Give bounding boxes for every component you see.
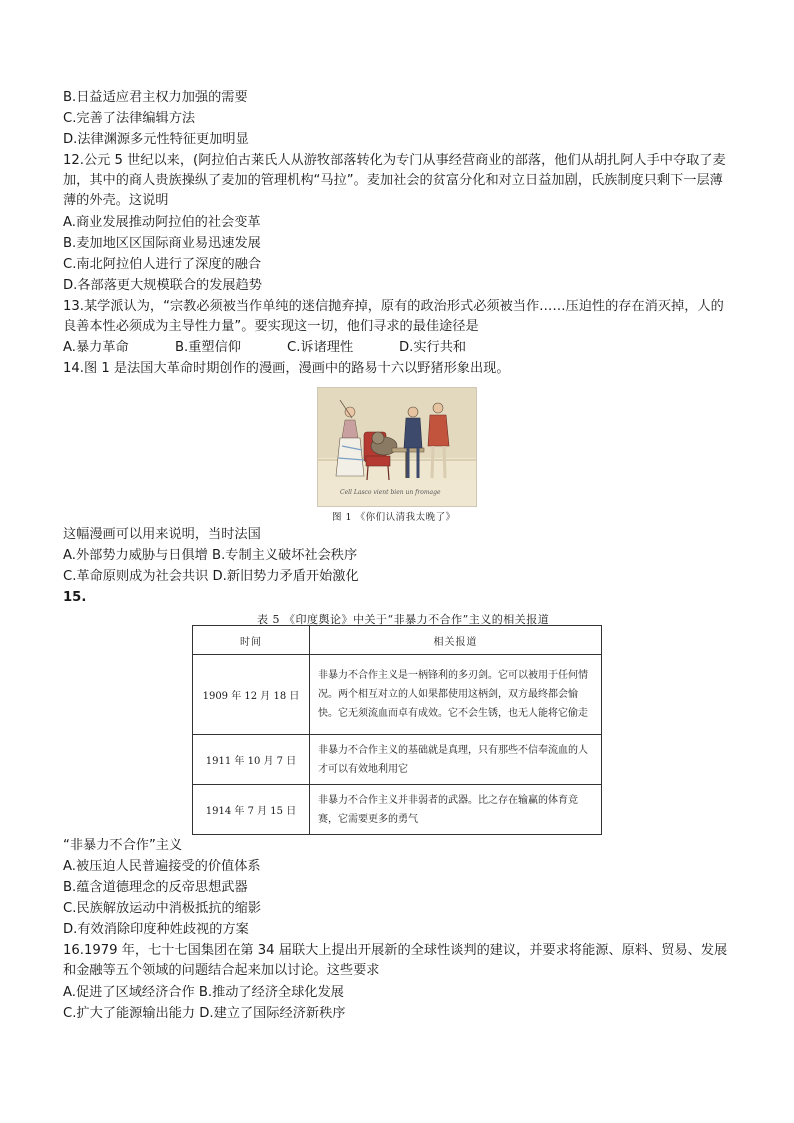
q15-question: “非暴力不合作”主义	[63, 838, 183, 853]
q12-option-b: B.麦加地区区国际商业易迅速发展	[63, 236, 261, 251]
header-date: 时间	[193, 626, 310, 655]
q16-stem: 16.1979 年，七十七国集团在第 34 届联大上提出开展新的全球性谈判的建议，并要求将能源、原料、贸易、发展和金融等五个领域的问题结合起来加以讨论。这些要求	[63, 943, 728, 978]
q14-options-cd: C.革命原则成为社会共识 D.新旧势力矛盾开始激化	[63, 569, 359, 584]
q13-option-d: D.实行共和	[399, 340, 467, 355]
q13-option-c: C.诉诸理性	[287, 340, 354, 355]
q14-options-ab: A.外部势力威胁与日俱增 B.专制主义破坏社会秩序	[63, 548, 358, 563]
row-date: 1911 年 10 月 7 日	[193, 735, 310, 785]
q12-option-d: D.各部落更大规模联合的发展趋势	[63, 278, 262, 293]
table-header-row	[193, 626, 602, 655]
table-row	[193, 735, 602, 785]
q13-option-b: B.重塑信仰	[175, 340, 241, 355]
report-table	[192, 625, 602, 835]
row-report: 非暴力不合作主义的基础就是真理，只有那些不信奉流血的人才可以有效地利用它	[310, 735, 602, 785]
q13-stem: 13.某学派认为，“宗教必须被当作单纯的迷信抛弃掉，原有的政治形式必须被当作……压迫性的存在消灭掉，人的良善本性必须成为主导性力量”。要实现这一切，他们寻求的最佳途径是	[63, 299, 724, 334]
q14-stem: 14.图 1 是法国大革命时期创作的漫画，漫画中的路易十六以野猪形象出现。	[63, 361, 510, 376]
q16-options-ab: A.促进了区域经济合作 B.推动了经济全球化发展	[63, 985, 344, 1000]
q15-option-d: D.有效消除印度种姓歧视的方案	[63, 922, 249, 937]
row-report: 非暴力不合作主义并非弱者的武器。比之存在输赢的体育竞赛，它需要更多的勇气	[310, 785, 602, 835]
q15-option-b: B.蕴含道德理念的反帝思想武器	[63, 880, 248, 895]
q12-stem: 12.公元 5 世纪以来，(阿拉伯古莱氏人从游牧部落转化为专门从事经营商业的部落，他们从胡扎阿人手中夺取了麦加，其中的商人贵族操纵了麦加的管理机构“马拉”。麦加社会的贫富分化和对立日益加剧，氏族制度只剩下一层薄薄的外壳。这说明	[63, 153, 726, 208]
cartoon-figure	[317, 387, 477, 507]
q13-option-a: A.暴力革命	[63, 340, 129, 355]
figure-inscription: Cell Lasco vient bien un fromage	[340, 489, 441, 496]
q16-options-cd: C.扩大了能源输出能力 D.建立了国际经济新秩序	[63, 1006, 346, 1021]
header-report: 相关报道	[310, 626, 602, 655]
q15-number: 15.	[63, 590, 87, 605]
q15-option-c: C.民族解放运动中消极抵抗的缩影	[63, 901, 262, 916]
table-title: 表 5 《印度舆论》中关于“非暴力不合作”主义的相关报道	[257, 613, 550, 626]
q12-option-a: A.商业发展推动阿拉伯的社会变革	[63, 215, 261, 230]
q13-options	[63, 338, 466, 358]
q14-question: 这幅漫画可以用来说明，当时法国	[63, 527, 261, 542]
q11-option-b: B.日益适应君主权力加强的需要	[63, 90, 248, 105]
row-date: 1909 年 12 月 18 日	[193, 655, 310, 735]
row-report: 非暴力不合作主义是一柄锋利的多刃剑。它可以被用于任何情况。两个相互对立的人如果都使用这柄剑，双方最终都会愉快。它无须流血而卓有成效。它不会生锈，也无人能将它偷走	[310, 655, 602, 735]
q15-option-a: A.被压迫人民普遍接受的价值体系	[63, 859, 261, 874]
q11-option-d: D.法律渊源多元性特征更加明显	[63, 132, 249, 147]
q12-option-c: C.南北阿拉伯人进行了深度的融合	[63, 257, 262, 272]
table-row	[193, 785, 602, 835]
table-row	[193, 655, 602, 735]
figure-caption: 图 1 《你们认清我太晚了》	[332, 512, 456, 523]
q11-option-c: C.完善了法律编辑方法	[63, 111, 196, 126]
row-date: 1914 年 7 月 15 日	[193, 785, 310, 835]
